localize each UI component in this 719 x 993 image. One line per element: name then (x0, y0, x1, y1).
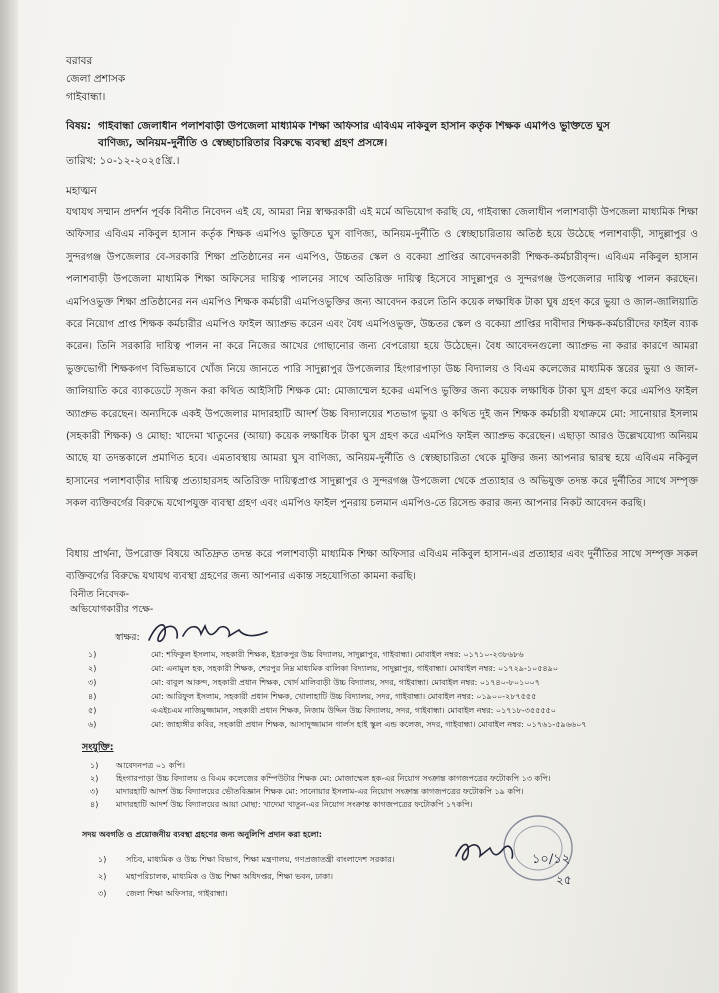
recipient-line-1: বরাবর (66, 55, 93, 67)
attachment-item: মাদারহাটি আদর্শ উচ্চ বিদ্যালয়ের আয়া মোছা: খাদেমা খাতুন-এর নিয়োগ সংক্রান্ত কাগজপত্রের ফটোকপি ১৭কপি। (116, 800, 473, 809)
signature-label: স্বাক্ষর: (115, 632, 140, 643)
page-edge-shadow (0, 0, 18, 993)
subject-line-2: বাণিজ্য, অনিয়ম-দুর্নীতি ও স্বেচ্ছাচারিতার বিরুদ্ধে ব্যবস্থা গ্রহণ প্রসঙ্গে। (98, 137, 388, 149)
closing-line-2: অভিযোগকারীর পক্ষে- (70, 604, 154, 615)
received-date: ১০/১২ (532, 852, 571, 867)
copy-num: ৩) (98, 889, 107, 898)
complainant-num: ১) (88, 650, 97, 659)
complainant-item: এএইচএম নাজিমুজ্জামান, সহকারী প্রধান শিক্ষক, নিজাম উদ্দিন উচ্চ বিদ্যালয়, সদর, গাইবান্ধা। মোবাইল নম্বর: ০১৭১৮-৩৫৫৫৫০ (151, 706, 556, 715)
copy-num: ১) (98, 855, 107, 864)
copies-title: সদয় অবগতি ও প্রয়োজনীয় ব্যবস্থা গ্রহণের জন্য অনুলিপি প্রদান করা হলো: (82, 830, 322, 839)
letter-date: তারিখ: ১০-১২-২০২৫খ্রি.। (66, 155, 180, 167)
attachment-item: হিংগারপাড়া উচ্চ বিদ্যালয় ও বিএম কলেজের কম্পিউটার শিক্ষক মো: মোজাম্মেল হক-এর নিয়োগ সংক্রান্ত কাগজপত্রের ফটোকপি ১৩ কপি। (116, 774, 551, 783)
complainant-num: ৪) (88, 692, 97, 701)
complainant-num: ৫) (88, 706, 97, 715)
copy-item: মহাপরিচালক, মাধ্যমিক ও উচ্চ শিক্ষা অধিদপ্তর, শিক্ষা ভবন, ঢাকা। (126, 872, 334, 881)
complainant-num: ৩) (88, 678, 97, 687)
complainant-item: মো: আরিফুল ইসলাম, সহকারী প্রধান শিক্ষক, খোলাহাটি উচ্চ বিদ্যালয়, সদর, গাইবান্ধা। মোবাইল নম্বর: ০১৯০০-২৮৭৫৫৫ (151, 692, 537, 701)
attachment-num: ২) (90, 774, 99, 783)
complainant-num: ২) (88, 664, 97, 673)
copy-num: ২) (98, 872, 107, 881)
copy-item: জেলা শিক্ষা অফিসার, গাইবান্ধা। (126, 889, 228, 898)
complainant-item: মো: জাহাঙ্গীর কবির, সহকারী প্রধান শিক্ষক, আসাদুজ্জামান গার্লস হাই স্কুল এন্ড কলেজ, সদর, গাইবান্ধা। মোবাইল নম্বর: ০১৭৬১-৫৯৬৬০৭ (151, 720, 587, 729)
recipient-line-3: গাইবান্ধা। (66, 91, 106, 103)
received-year: ২৫ (556, 873, 572, 887)
subject-label: বিষয়: (66, 120, 92, 132)
handwritten-signature (143, 616, 293, 650)
subject-line-1: গাইবান্ধা জেলাধীন পলাশবাড়ী উপজেলা মাধ্যমিক শিক্ষা অফিসার এবিএম নকিবুল হাসান কর্তৃক শিক্ষক এমপিও ভুক্তিতে ঘুস (98, 121, 610, 132)
body-paragraph-1: যথাযথ সম্মান প্রদর্শন পূর্বক বিনীত নিবেদন এই যে, আমরা নিম্ন স্বাক্ষরকারী এই মর্মে অভিযোগ করছি যে, গাইবান্ধা জেলাধীন পলাশবাড়ী উপজেলা মাধ্যমিক শিক্ষা অফিসার এবিএম নকিবুল হাসান কর্তৃক শিক্ষক এমপিও ভুক্তিতে ঘুস বাণিজ্য, অনিয়ম-দুর্নীতি ও স্বেচ্ছাচারিতায় অতিষ্ঠ হয়ে উঠেছে পলাশবাড়ী, সাদুল্লাপুর ও সুন্দরগঞ্জ উপজেলার বে-সরকারি শিক্ষা প্রতিষ্ঠানের নন এমপিও, উচ্চতর স্কেল ও বকেয়া প্রাপ্তির আবেদনকারী শিক্ষক-কর্মচারীবৃন্দ। এবিএম নকিবুল হাসান পলাশবাড়ী উপজেলা মাধ্যমিক শিক্ষা অফিসের দায়িত্ব পালনের সাথে অতিরিক্ত দায়িত্ব হিসেবে সাদুল্লাপুর ও সুন্দরগঞ্জ উপজেলার দায়িত্ব পালন করছেন। এমপিওভুক্ত শিক্ষা প্রতিষ্ঠানের নন এমপিও শিক্ষক কর্মচারী এমপিওভুক্তির জন্য আবেদন করলে তিনি কয়েক লক্ষাধিক টাকা ঘুষ গ্রহণ করে ভুয়া ও জাল-জালিয়াতি করে নিয়োগ প্রাপ্ত শিক্ষক কর্মচারীর এমপিও ফাইল অ্যাপ্রুভ করেন এবং বৈধ এমপিওভুক্ত, উচ্চতর স্কেল ও বকেয়া প্রাপ্তির দাবীদার শিক্ষক-কর্মচারীদের ফাইল ব্যাক করেন। তিনি সরকারি দায়িত্ব পালন না করে নিজের আখের গোছানোর জন্য বেপরোয়া হয়ে উঠেছেন। বৈধ আবেদনগুলো অ্যাপ্রুভ না করার কারণে আমরা ভুক্তভোগী শিক্ষকগণ বিভিন্নভাবে খোঁজ নিয়ে জানতে পারি সাদুল্লাপুর উপজেলার হিংগারপাড়া উচ্চ বিদ্যালয় ও বিএম কলেজের মাধ্যমিক স্তরের ভুয়া ও জাল-জালিয়াতি করে ব্যাকডেটে সৃজন করা কথিত আইসিটি শিক্ষক মো: মোজাম্মেল হকের এমপিও ভুক্তির জন্য কয়েক লক্ষাধিক টাকা ঘুস গ্রহণ করে এমপিও ফাইল অ্যাপ্রুভ করেছেন। অন্যদিকে একই উপজেলার মাদারহাটি আদর্শ উচ্চ বিদ্যালয়ের শতভাগ ভুয়া ও কথিত দুই জন শিক্ষক কর্মচারী যথাক্রমে মো: সানোয়ার ইসলাম (সহকারী শিক্ষক) ও মোছা: খাদেমা খাতুনের (আয়া) কয়েক লক্ষাধিক টাকা ঘুস গ্রহণ করে এমপিও ফাইল অ্যাপ্রুভ করেছেন। এছাড়া আরও উল্লেখযোগ্য অনিয়ম আছে যা তদন্তকালে প্রমাণিত হবে। এমতাবস্থায় আমরা ঘুস বাণিজ্য, অনিয়ম-দুর্নীতি ও স্বেচ্ছাচারিতা থেকে মুক্তির জন্য আপনার দ্বারস্থ হয়ে এবিএম নকিবুল হাসানের পলাশবাড়ীর দায়িত্ব প্রত্যাহারসহ অতিরিক্ত দায়িত্বপ্রাপ্ত সাদুল্লাপুর ও সুন্দরগঞ্জ উপজেলা থেকে প্রত্যাহার ও অভিযুক্ত তদন্ত করে দুর্নীতির সাথে সম্পৃক্ত সকল ব্যক্তিবর্গের বিরুদ্ধে যথোপযুক্ত ব্যবস্থা গ্রহণ এবং এমপিও ফাইল পুনরায় চলমান এমপিও-তে রিসেন্ড করার জন্য আপনার নিকট আবেদন করছি। (66, 207, 698, 510)
attachments-title: সংযুক্তি: (82, 742, 114, 753)
closing-line-1: বিনীত নিবেদক- (70, 589, 130, 600)
copy-item: সচিব, মাধ্যমিক ও উচ্চ শিক্ষা বিভাগ, শিক্ষা মন্ত্রণালয়, গণপ্রজাতন্ত্রী বাংলাদেশ সরকার। (126, 855, 395, 864)
recipient-line-2: জেলা প্রশাসক (66, 73, 126, 85)
complainant-item: মো: শফিকুল ইসলাম, সহকারী শিক্ষক, ইদ্রাকপুর উচ্চ বিদ্যালয়, সাদুল্লাপুর, গাইবান্ধা। মোবাইল নম্বর: ০১৭১০-২৩৮৬৮৬ (151, 650, 524, 659)
attachment-num: ৩) (90, 787, 99, 796)
body-paragraph-2: বিধায় প্রার্থনা, উপরোক্ত বিষয়ে অতিদ্রুত তদন্ত করে পলাশবাড়ী মাধ্যমিক শিক্ষা অফিসার এবিএম নকিবুল হাসান-এর প্রত্যাহার এবং দুর্নীতির সাথে সম্পৃক্ত সকল ব্যক্তিবর্গের বিরুদ্ধে যথাযথ ব্যবস্থা গ্রহণের জন্য আপনার একান্ত সহযোগিতা কামনা করছি। (66, 549, 698, 583)
attachment-item: আবেদনপত্র ০১ কপি। (116, 761, 185, 770)
attachment-item: মাদারহাটি আদর্শ উচ্চ বিদ্যালয়ের ভৌতবিজ্ঞান শিক্ষক মো: সানোয়ার ইসলাম-এর নিয়োগ সংক্রান্ত কাগজপত্রের ফটোকপি ১৯ কপি। (116, 787, 524, 796)
salutation: মহাত্মন (66, 185, 97, 197)
complainant-num: ৬) (88, 720, 97, 729)
complainant-item: মো: বাবুল আকন্দ, সহকারী প্রধান শিক্ষক, খোর্দ মালিবাড়ী উচ্চ বিদ্যালয়, সদর, গাইবান্ধা। মোবাইল নম্বর: ০১৭৪০-৮০১০০৭ (151, 678, 540, 687)
attachment-num: ১) (90, 761, 99, 770)
complainant-item: মো: এনামুল হক, সহকারী শিক্ষক, শেরপুর নিম্ন মাধ্যমিক বালিকা বিদ্যালয়, সাদুল্লাপুর, গাইবান্ধা। মোবাইল নম্বর: ০১৭২৯-১০৫৪৯০ (151, 664, 559, 673)
attachment-num: ৪) (90, 800, 99, 809)
